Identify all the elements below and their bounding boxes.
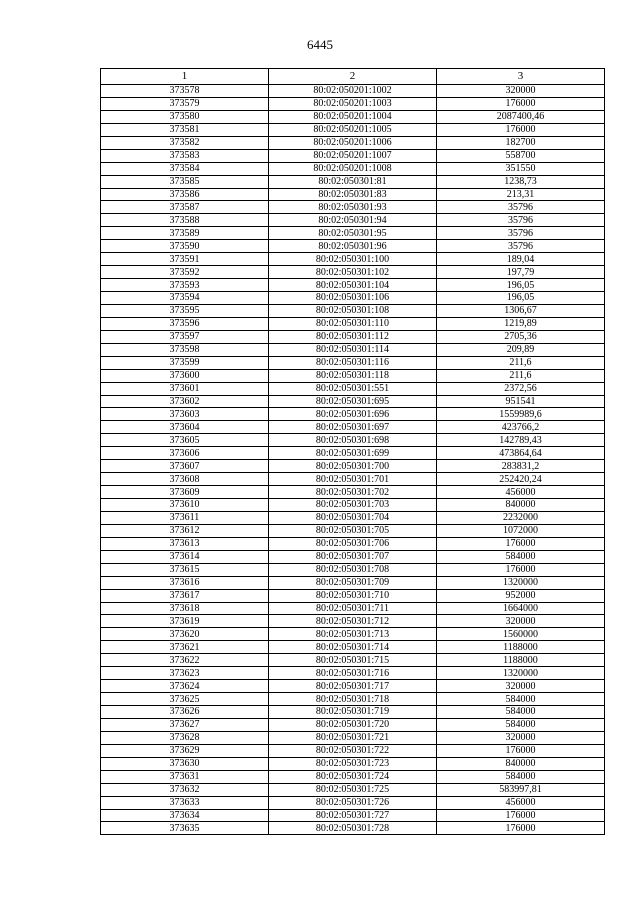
row-number-cell: 373622 bbox=[101, 654, 269, 667]
value-cell: 558700 bbox=[437, 149, 605, 162]
table-row bbox=[101, 550, 605, 563]
value-cell: 840000 bbox=[437, 499, 605, 512]
value-cell: 196,05 bbox=[437, 279, 605, 292]
column-header-2: 2 bbox=[269, 69, 437, 85]
value-cell: 176000 bbox=[437, 809, 605, 822]
cadastral-number-cell: 80:02:050301:727 bbox=[269, 809, 437, 822]
row-number-cell: 373605 bbox=[101, 434, 269, 447]
table-row bbox=[101, 188, 605, 201]
value-cell: 320000 bbox=[437, 615, 605, 628]
row-number-cell: 373584 bbox=[101, 162, 269, 175]
table-row bbox=[101, 460, 605, 473]
table-row bbox=[101, 667, 605, 680]
cadastral-number-cell: 80:02:050301:724 bbox=[269, 770, 437, 783]
cadastral-number-cell: 80:02:050301:110 bbox=[269, 317, 437, 330]
cadastral-number-cell: 80:02:050301:102 bbox=[269, 266, 437, 279]
cadastral-number-cell: 80:02:050301:702 bbox=[269, 486, 437, 499]
table-row bbox=[101, 796, 605, 809]
cadastral-number-cell: 80:02:050301:726 bbox=[269, 796, 437, 809]
value-cell: 1238,73 bbox=[437, 175, 605, 188]
row-number-cell: 373600 bbox=[101, 369, 269, 382]
table-row bbox=[101, 680, 605, 693]
table-row bbox=[101, 731, 605, 744]
row-number-cell: 373610 bbox=[101, 499, 269, 512]
row-number-cell: 373598 bbox=[101, 343, 269, 356]
table-row bbox=[101, 576, 605, 589]
cadastral-number-cell: 80:02:050301:725 bbox=[269, 783, 437, 796]
row-number-cell: 373624 bbox=[101, 680, 269, 693]
table-row bbox=[101, 706, 605, 719]
table-row bbox=[101, 343, 605, 356]
table-row bbox=[101, 757, 605, 770]
cadastral-number-cell: 80:02:050301:81 bbox=[269, 175, 437, 188]
table-row bbox=[101, 783, 605, 796]
value-cell: 176000 bbox=[437, 97, 605, 110]
value-cell: 209,89 bbox=[437, 343, 605, 356]
table-row bbox=[101, 628, 605, 641]
row-number-cell: 373588 bbox=[101, 214, 269, 227]
table-row bbox=[101, 382, 605, 395]
page-number: 6445 bbox=[307, 37, 333, 52]
value-cell: 2705,36 bbox=[437, 330, 605, 343]
value-cell: 583997,81 bbox=[437, 783, 605, 796]
table-row bbox=[101, 434, 605, 447]
row-number-cell: 373627 bbox=[101, 718, 269, 731]
row-number-cell: 373617 bbox=[101, 589, 269, 602]
cadastral-number-cell: 80:02:050301:697 bbox=[269, 421, 437, 434]
value-cell: 473864,64 bbox=[437, 447, 605, 460]
table-row bbox=[101, 369, 605, 382]
table-row bbox=[101, 279, 605, 292]
value-cell: 584000 bbox=[437, 706, 605, 719]
cadastral-number-cell: 80:02:050201:1006 bbox=[269, 136, 437, 149]
table-row bbox=[101, 214, 605, 227]
row-number-cell: 373594 bbox=[101, 292, 269, 305]
row-number-cell: 373583 bbox=[101, 149, 269, 162]
row-number-cell: 373582 bbox=[101, 136, 269, 149]
registry-table bbox=[100, 68, 605, 835]
row-number-cell: 373631 bbox=[101, 770, 269, 783]
value-cell: 423766,2 bbox=[437, 421, 605, 434]
value-cell: 456000 bbox=[437, 796, 605, 809]
cadastral-number-cell: 80:02:050301:106 bbox=[269, 292, 437, 305]
table-row bbox=[101, 110, 605, 123]
table-row bbox=[101, 136, 605, 149]
value-cell: 189,04 bbox=[437, 253, 605, 266]
cadastral-number-cell: 80:02:050301:707 bbox=[269, 550, 437, 563]
cadastral-number-cell: 80:02:050301:696 bbox=[269, 408, 437, 421]
value-cell: 252420,24 bbox=[437, 473, 605, 486]
cadastral-number-cell: 80:02:050301:700 bbox=[269, 460, 437, 473]
row-number-cell: 373613 bbox=[101, 537, 269, 550]
cadastral-number-cell: 80:02:050301:94 bbox=[269, 214, 437, 227]
value-cell: 35796 bbox=[437, 201, 605, 214]
row-number-cell: 373607 bbox=[101, 460, 269, 473]
cadastral-number-cell: 80:02:050201:1007 bbox=[269, 149, 437, 162]
table-row bbox=[101, 253, 605, 266]
row-number-cell: 373623 bbox=[101, 667, 269, 680]
value-cell: 1664000 bbox=[437, 602, 605, 615]
row-number-cell: 373593 bbox=[101, 279, 269, 292]
cadastral-number-cell: 80:02:050301:728 bbox=[269, 822, 437, 835]
cadastral-number-cell: 80:02:050201:1008 bbox=[269, 162, 437, 175]
row-number-cell: 373630 bbox=[101, 757, 269, 770]
cadastral-number-cell: 80:02:050301:712 bbox=[269, 615, 437, 628]
cadastral-number-cell: 80:02:050301:83 bbox=[269, 188, 437, 201]
cadastral-number-cell: 80:02:050301:703 bbox=[269, 499, 437, 512]
table-row bbox=[101, 499, 605, 512]
value-cell: 176000 bbox=[437, 822, 605, 835]
table-row bbox=[101, 421, 605, 434]
table-row bbox=[101, 266, 605, 279]
row-number-cell: 373603 bbox=[101, 408, 269, 421]
row-number-cell: 373608 bbox=[101, 473, 269, 486]
cadastral-number-cell: 80:02:050301:720 bbox=[269, 718, 437, 731]
row-number-cell: 373589 bbox=[101, 227, 269, 240]
table-row bbox=[101, 641, 605, 654]
table-row bbox=[101, 602, 605, 615]
row-number-cell: 373590 bbox=[101, 240, 269, 253]
cadastral-number-cell: 80:02:050301:100 bbox=[269, 253, 437, 266]
cadastral-number-cell: 80:02:050301:716 bbox=[269, 667, 437, 680]
table-row bbox=[101, 227, 605, 240]
cadastral-number-cell: 80:02:050301:93 bbox=[269, 201, 437, 214]
cadastral-number-cell: 80:02:050301:699 bbox=[269, 447, 437, 460]
row-number-cell: 373626 bbox=[101, 706, 269, 719]
value-cell: 2087400,46 bbox=[437, 110, 605, 123]
table-row bbox=[101, 240, 605, 253]
value-cell: 456000 bbox=[437, 486, 605, 499]
row-number-cell: 373578 bbox=[101, 85, 269, 98]
row-number-cell: 373612 bbox=[101, 524, 269, 537]
value-cell: 182700 bbox=[437, 136, 605, 149]
cadastral-number-cell: 80:02:050301:706 bbox=[269, 537, 437, 550]
cadastral-number-cell: 80:02:050301:118 bbox=[269, 369, 437, 382]
table-row bbox=[101, 447, 605, 460]
column-header-1: 1 bbox=[101, 69, 269, 85]
value-cell: 1072000 bbox=[437, 524, 605, 537]
row-number-cell: 373604 bbox=[101, 421, 269, 434]
value-cell: 35796 bbox=[437, 227, 605, 240]
table-row bbox=[101, 615, 605, 628]
table-row bbox=[101, 162, 605, 175]
value-cell: 2372,56 bbox=[437, 382, 605, 395]
row-number-cell: 373633 bbox=[101, 796, 269, 809]
row-number-cell: 373609 bbox=[101, 486, 269, 499]
cadastral-number-cell: 80:02:050301:714 bbox=[269, 641, 437, 654]
value-cell: 840000 bbox=[437, 757, 605, 770]
cadastral-number-cell: 80:02:050301:551 bbox=[269, 382, 437, 395]
row-number-cell: 373596 bbox=[101, 317, 269, 330]
table-row bbox=[101, 408, 605, 421]
cadastral-number-cell: 80:02:050201:1004 bbox=[269, 110, 437, 123]
cadastral-number-cell: 80:02:050301:698 bbox=[269, 434, 437, 447]
table-row bbox=[101, 175, 605, 188]
cadastral-number-cell: 80:02:050301:695 bbox=[269, 395, 437, 408]
cadastral-number-cell: 80:02:050201:1002 bbox=[269, 85, 437, 98]
value-cell: 35796 bbox=[437, 214, 605, 227]
value-cell: 211,6 bbox=[437, 356, 605, 369]
cadastral-number-cell: 80:02:050301:705 bbox=[269, 524, 437, 537]
table-row bbox=[101, 693, 605, 706]
cadastral-number-cell: 80:02:050301:723 bbox=[269, 757, 437, 770]
value-cell: 213,31 bbox=[437, 188, 605, 201]
cadastral-number-cell: 80:02:050301:104 bbox=[269, 279, 437, 292]
value-cell: 211,6 bbox=[437, 369, 605, 382]
row-number-cell: 373615 bbox=[101, 563, 269, 576]
table-header-row bbox=[101, 69, 605, 85]
row-number-cell: 373619 bbox=[101, 615, 269, 628]
cadastral-number-cell: 80:02:050301:709 bbox=[269, 576, 437, 589]
table-row bbox=[101, 770, 605, 783]
table-row bbox=[101, 563, 605, 576]
value-cell: 1219,89 bbox=[437, 317, 605, 330]
cadastral-number-cell: 80:02:050301:96 bbox=[269, 240, 437, 253]
row-number-cell: 373625 bbox=[101, 693, 269, 706]
row-number-cell: 373629 bbox=[101, 744, 269, 757]
value-cell: 176000 bbox=[437, 563, 605, 576]
row-number-cell: 373591 bbox=[101, 253, 269, 266]
row-number-cell: 373587 bbox=[101, 201, 269, 214]
row-number-cell: 373601 bbox=[101, 382, 269, 395]
cadastral-number-cell: 80:02:050301:711 bbox=[269, 602, 437, 615]
row-number-cell: 373635 bbox=[101, 822, 269, 835]
value-cell: 320000 bbox=[437, 85, 605, 98]
row-number-cell: 373628 bbox=[101, 731, 269, 744]
table-row bbox=[101, 524, 605, 537]
value-cell: 1560000 bbox=[437, 628, 605, 641]
cadastral-number-cell: 80:02:050301:713 bbox=[269, 628, 437, 641]
row-number-cell: 373599 bbox=[101, 356, 269, 369]
value-cell: 951541 bbox=[437, 395, 605, 408]
table-row bbox=[101, 201, 605, 214]
table-row bbox=[101, 589, 605, 602]
value-cell: 142789,43 bbox=[437, 434, 605, 447]
cadastral-number-cell: 80:02:050301:710 bbox=[269, 589, 437, 602]
cadastral-number-cell: 80:02:050301:708 bbox=[269, 563, 437, 576]
value-cell: 176000 bbox=[437, 123, 605, 136]
table-row bbox=[101, 149, 605, 162]
table-row bbox=[101, 330, 605, 343]
table-row bbox=[101, 395, 605, 408]
row-number-cell: 373581 bbox=[101, 123, 269, 136]
row-number-cell: 373616 bbox=[101, 576, 269, 589]
table-row bbox=[101, 654, 605, 667]
cadastral-number-cell: 80:02:050201:1003 bbox=[269, 97, 437, 110]
value-cell: 35796 bbox=[437, 240, 605, 253]
row-number-cell: 373606 bbox=[101, 447, 269, 460]
cadastral-number-cell: 80:02:050301:108 bbox=[269, 304, 437, 317]
table-row bbox=[101, 718, 605, 731]
value-cell: 1559989,6 bbox=[437, 408, 605, 421]
table-row bbox=[101, 809, 605, 822]
cadastral-number-cell: 80:02:050301:717 bbox=[269, 680, 437, 693]
value-cell: 584000 bbox=[437, 693, 605, 706]
table-row bbox=[101, 486, 605, 499]
cadastral-number-cell: 80:02:050301:718 bbox=[269, 693, 437, 706]
value-cell: 1188000 bbox=[437, 641, 605, 654]
table-row bbox=[101, 473, 605, 486]
row-number-cell: 373632 bbox=[101, 783, 269, 796]
cadastral-number-cell: 80:02:050301:114 bbox=[269, 343, 437, 356]
column-header-3: 3 bbox=[437, 69, 605, 85]
table-row bbox=[101, 822, 605, 835]
value-cell: 584000 bbox=[437, 770, 605, 783]
cadastral-number-cell: 80:02:050301:704 bbox=[269, 511, 437, 524]
table-row bbox=[101, 123, 605, 136]
cadastral-number-cell: 80:02:050201:1005 bbox=[269, 123, 437, 136]
value-cell: 584000 bbox=[437, 718, 605, 731]
table-row bbox=[101, 304, 605, 317]
value-cell: 584000 bbox=[437, 550, 605, 563]
row-number-cell: 373597 bbox=[101, 330, 269, 343]
cadastral-number-cell: 80:02:050301:112 bbox=[269, 330, 437, 343]
cadastral-number-cell: 80:02:050301:721 bbox=[269, 731, 437, 744]
row-number-cell: 373621 bbox=[101, 641, 269, 654]
row-number-cell: 373595 bbox=[101, 304, 269, 317]
cadastral-number-cell: 80:02:050301:116 bbox=[269, 356, 437, 369]
cadastral-number-cell: 80:02:050301:701 bbox=[269, 473, 437, 486]
table-row bbox=[101, 744, 605, 757]
row-number-cell: 373602 bbox=[101, 395, 269, 408]
row-number-cell: 373586 bbox=[101, 188, 269, 201]
value-cell: 952000 bbox=[437, 589, 605, 602]
table-row bbox=[101, 356, 605, 369]
row-number-cell: 373585 bbox=[101, 175, 269, 188]
value-cell: 176000 bbox=[437, 744, 605, 757]
cadastral-number-cell: 80:02:050301:722 bbox=[269, 744, 437, 757]
row-number-cell: 373618 bbox=[101, 602, 269, 615]
table-row bbox=[101, 317, 605, 330]
cadastral-number-cell: 80:02:050301:715 bbox=[269, 654, 437, 667]
table-body bbox=[101, 85, 605, 835]
row-number-cell: 373634 bbox=[101, 809, 269, 822]
value-cell: 1320000 bbox=[437, 576, 605, 589]
row-number-cell: 373614 bbox=[101, 550, 269, 563]
table-row bbox=[101, 292, 605, 305]
value-cell: 1320000 bbox=[437, 667, 605, 680]
value-cell: 197,79 bbox=[437, 266, 605, 279]
table-row bbox=[101, 85, 605, 98]
row-number-cell: 373620 bbox=[101, 628, 269, 641]
row-number-cell: 373579 bbox=[101, 97, 269, 110]
value-cell: 1188000 bbox=[437, 654, 605, 667]
value-cell: 1306,67 bbox=[437, 304, 605, 317]
table-row bbox=[101, 511, 605, 524]
value-cell: 2232000 bbox=[437, 511, 605, 524]
cadastral-number-cell: 80:02:050301:719 bbox=[269, 706, 437, 719]
value-cell: 196,05 bbox=[437, 292, 605, 305]
value-cell: 351550 bbox=[437, 162, 605, 175]
row-number-cell: 373580 bbox=[101, 110, 269, 123]
value-cell: 283831,2 bbox=[437, 460, 605, 473]
row-number-cell: 373592 bbox=[101, 266, 269, 279]
value-cell: 320000 bbox=[437, 731, 605, 744]
table-row bbox=[101, 97, 605, 110]
table-row bbox=[101, 537, 605, 550]
value-cell: 320000 bbox=[437, 680, 605, 693]
value-cell: 176000 bbox=[437, 537, 605, 550]
row-number-cell: 373611 bbox=[101, 511, 269, 524]
cadastral-number-cell: 80:02:050301:95 bbox=[269, 227, 437, 240]
